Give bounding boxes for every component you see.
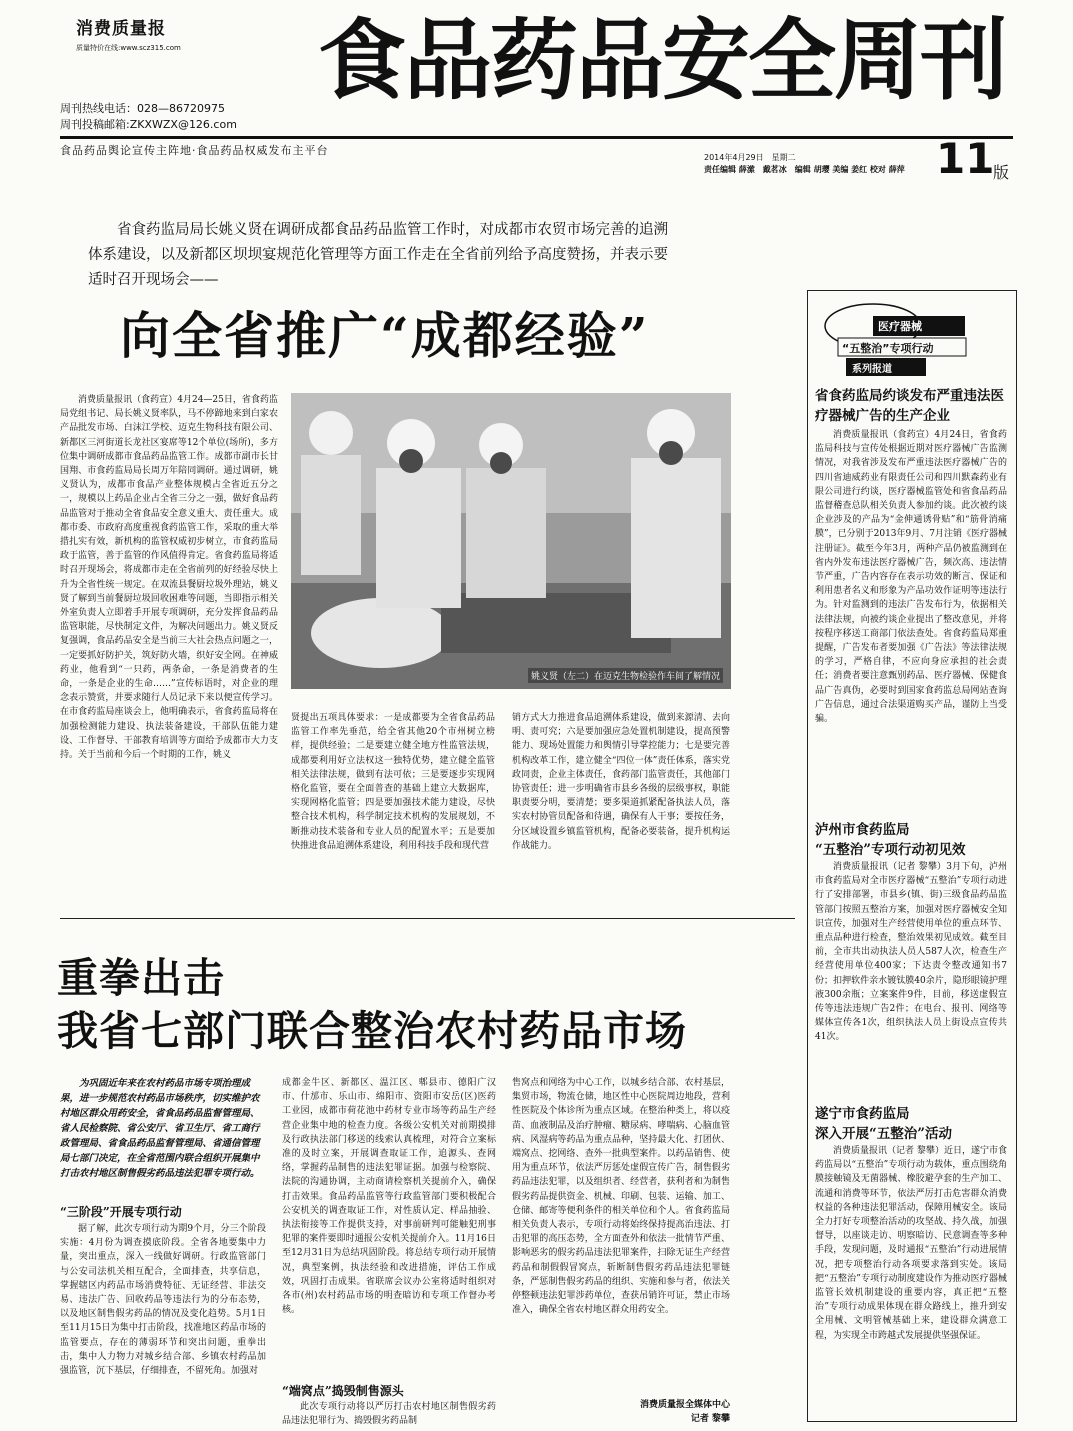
photo-caption: 姚义贤（左二）在迈克生物检验作车间了解情况 [528, 668, 723, 683]
second-subhead-2: “端窝点”捣毁制售源头 [282, 1384, 404, 1398]
photo-image [291, 393, 731, 689]
masthead-rule [60, 136, 1013, 139]
hotline-block [60, 101, 237, 133]
lead-intro: 省食药监局局长姚义贤在调研成都食品药品监管工作时，对成都市农贸市场完善的追溯体系建设，以及新都区坝坝宴规范化管理等方面工作走在全省前列给予高度赞扬，并表示要适时召开现场会—— [88, 222, 668, 288]
article-source [512, 1398, 730, 1426]
newspaper-logo: 消费质量报 [76, 19, 166, 39]
second-column-1: 据了解，此次专项行动为期9个月，分三个阶段实施：4月份为调查摸底阶段。全省各地要集中力量，突出重点，深入一线做好调研。行政监管部门与公安司法机关相互配合，全面排查，共享信息，掌握辖区内药品市场消费特征、无证经营、非法交易、违法广告、回收药品等违法行为的分布态势，以及地区制售假劣药品的情况及变化趋势。5月1日至11月15日为集中打击阶段，找准地区药品市场的监管要点，存在的薄弱环节和突出问题，重拳出击，集中人力物力对城乡结合部、乡镇农村药品加强监管，沉下基层，仔细排查，不留死角。加强对 [60, 1224, 266, 1377]
section-title: 食品药品安全周刊 [318, 8, 1007, 112]
sidebar-article-2-headline [815, 820, 1007, 860]
hotline-phone: 周刊热线电话：028—86720975 [60, 102, 225, 115]
sidebar-article-1-body: 消费质量报讯（食药宣）4月24日，省食药监局科技与宣传处根据近期对医疗器械广告监测情况，对我省涉及发布严重违法医疗器械广告的四川省迪威药业有限责任公司和四川默森药业有限公司进行约谈，医疗器械监管处和省食品药品监督稽查总队相关负责人参加约谈。此次被约谈企业涉及的产品为“金伸通诱骨贴”和“筋骨消痛膜”，已分别于2013年9月、7月注销《医疗器械注册证》。截至今年3月，两种产品仍被监测到在省内外发布违法医疗器械广告，频次高、违法情节严重，广告内容存在表示功效的断言、保证和利用患者名义和形象为产品功效作证明等违法行为。针对监测到的违法广告发布行为，依据相关法律法规，向被约谈企业提出了整改意见，并将按程序移送工商部门依法查处。省食药监局郑重提醒，广告发布者要加强《广告法》等法律法规的学习，严格自律，不应向身应承担的社会责任；消费者要注意甄别药品、医疗器械、保健食品广告真伪，必要时到国家食药监总局网站查询广告信息，通过合法渠道购买产品，谨防上当受骗。 [815, 430, 1007, 725]
series-badge-graphic [818, 298, 968, 380]
second-intro: 为巩固近年来在农村药品市场专项治理成果，进一步规范农村药品市场秩序，切实维护农村地区群众用药安全，省食品药品监督管理局、省人民检察院、省公安厅、省卫生厅、省工商行政管理局、省食品药品监督管理局、省通信管理局七部门决定，在全省范围内联合组织开展集中打击农村地区制售假劣药品违法犯罪专项行动。 [60, 1078, 260, 1179]
sidebar-article-2-body: 消费质量报讯（记者 黎攀）3月下旬，泸州市食药监局对全市医疗器械“五整治”专项行动进行了安排部署，市县乡(镇、街)三级食品药品监管部门按照五整治方案，加强对医疗器械安全知识宣传，加强对生产经营使用单位的重点环节、重点品种进行检查，整治效果初见成效。截至目前，全市共出动执法人员人587人次，检查生产经营使用单位400家；下达责令整改通知书7份；扣押软件亲水镀钛膜40余片，隐形眼镜护理液300余瓶；立案案件9件，目前，移送虚假宣传等违法违规广告2件；在电台、报刊、网络等媒体宣传各1次，组织执法人员上街设点宣传共41次。 [815, 862, 1007, 1043]
second-column-3: 售窝点和网络为中心工作，以城乡结合部、农村基层，集贸市场，物流仓储，地区性中心医院周边地段，营利性医院及个体诊所为重点区域。在整治种类上，将以疫苗、血液制品及治疗肿瘤、糖尿病、哮喘病、心脑血管病、风湿病等药品为重点品种，坚持最大化、打团伙、端窝点、挖网络、查外一批典型案件。以药品销售、使用为重点环节，依法严厉惩处虚假宣传广告，制售假劣药品违法犯罪，以及组织者、经营者，获利者和为制售假劣药品提供资金、机械、印刷、包装、运输、加工、仓储、邮寄等便利条件的相关单位和个人。省食药监局相关负责人表示，专项行动将始终保持提高治违法、打击犯罪的高压态势，全方面查外和依法一批情节严重、影响恶劣的假劣药品违法犯罪案件，扫除无证生产经营药品和制假假冒窝点，斩断制售假劣药品违法犯罪链条，严惩制售假劣药品的组织、实施和参与者，依法关停整顿违法犯罪涉药单位，查获吊销许可证，禁止市场准入，确保全省农村地区群众用药安全。 [512, 1078, 730, 1316]
lead-column-3: 销方式大力推进食品追溯体系建设，做到来源清、去向明、责可究；六是要加强应急处置机制建设，提高预警能力、现场处置能力和舆情引导掌控能力；七是要完善机构改革工作，建立健全“四位一体”责任体系，落实党政同责，企业主体责任，食药部门监管责任，其他部门协管责任；进一步明确省市县乡各级的层级事权，职能职责要分明，要清楚；要多渠道抓紧配备执法人员，落实农村协管员配备和待遇，确保有人干事；要按任务，分区域设置乡镇监管机构，配备必要装备，提升机构运作战能力。 [512, 713, 730, 851]
second-column-2: 成都金牛区、新都区、温江区、郫县市、德阳广汉市、什邡市、乐山市、绵阳市、资阳市安岳(区)医药工业园，成都市荷花池中药材专业市场等药品生产经营企业集中地的检查力度。各级公安机关对前期摸排及行政执法部门移送的线索认真梳理，对符合立案标准的及时立案，开展调查取证工作，追源头、查网络，掌握药品制售的违法犯罪证据。加强与检察院、法院的沟通协调，主动商请检察机关提前介入，确保打击效果。食品药品监管等行政监管部门要积极配合公安机关的调查取证工作，对性质认定、样品抽验、执法衔接等工作提供支持，对事前研判可能触犯刑事犯罪的案件要即时通报公安机关提前介入。11月16日至12月31日为总结巩固阶段。将总结专项行动开展情况，典型案例，执法经验和改进措施，评估工作成效，巩固打击成果。省联席会议办公室将适时组织对各市(州)农村药品市场的明查暗访和专项工作督办考核。 [282, 1078, 496, 1316]
masthead-tagline: 食品药品舆论宣传主阵地·食品药品权威发布主平台 [60, 144, 329, 157]
second-headline-line1: 重拳出击 [57, 954, 225, 1002]
editor-credits: 责任编辑 薛潆 戴茗冰 编辑 胡璎 美编 姜红 校对 薛萍 [704, 165, 905, 174]
badge-line-1: 医疗器械 [878, 320, 922, 333]
badge-line-3: 系列报道 [852, 364, 892, 375]
lead-headline: 向全省推广“成都经验” [120, 306, 650, 365]
article-source-name: 消费质量报全媒体中心 [639, 1400, 730, 1410]
badge-line-2: “五整治”专项行动 [842, 342, 934, 355]
lead-photo [291, 393, 731, 689]
dateline-block [704, 152, 905, 176]
second-column-2-tail: 此次专项行动将以严厉打击农村地区制售假劣药品违法犯罪行为、捣毁假劣药品制 [282, 1402, 496, 1427]
article-reporter: 记者 黎攀 [690, 1414, 730, 1424]
sidebar-article-3-headline [815, 1104, 1007, 1144]
sidebar-article-2-headline-line1: 泸州市食药监局 [815, 822, 910, 838]
hotline-email: 周刊投稿邮箱:ZKXWZX@126.com [60, 118, 237, 131]
second-headline-line2: 我省七部门联合整治农村药品市场 [57, 1007, 687, 1055]
sidebar-article-3-body: 消费质量报讯（记者 黎攀）近日，遂宁市食药监局以“五整治”专项行动为载体，重点围绕角膜接触镜及无菌器械、橡胶避孕套的生产加工、流通和消费等环节，依法严厉打击危害群众消费权益的各种违法犯罪活动，保障用械安全。该局全力打好专项整治活动的攻坚战、持久战，加强督导，以座谈走访、明察暗访、民意调查等多种手段，发现问题，及时通报“五整治”行动进展情况，把专项整治行动各项要求落到实处。该局把“五整治”专项行动制度建设作为推动医疗器械监管长效机制建设的重要内容，真正把“五整治”专项行动成果体现在群众路线上，推升到安全用械、文明管械基础上来，建设群众满意工程，为实现全市跨越式发展提供坚强保证。 [815, 1146, 1007, 1341]
newspaper-logo-subtitle: 质量特价在线:www.scz315.com [76, 44, 181, 52]
page-number: 11 [936, 134, 995, 183]
sidebar-article-3-headline-line2: 深入开展“五整治”活动 [815, 1126, 953, 1142]
series-badge [818, 298, 968, 380]
second-headline [57, 952, 687, 1058]
sidebar-article-3-headline-line1: 遂宁市食药监局 [815, 1106, 910, 1122]
lead-column-1: 消费质量报讯（食药宣）4月24—25日，省食药监局党组书记、局长姚义贤率队，马不停蹄地来到白家农产品批发市场、白沫江学校、迈克生物科技有限公司、新都区三河街道长龙社区宴席等12个单位(场所)，多方位集中调研成都市食品药品监管工作。成都市副市长甘国翔、市食药监局局长周万年陪同调研。通过调研，姚义贤认为，成都市食品产业整体规模占全省近五分之一，规模以上药品企业占全省三分之一强，做好食品药品监管对于推动全省食品安全意义重大、责任重大。成都市委、市政府高度重视食药监管工作，采取的重大举措扎实有效，新机构的监管权威初步树立，市食药监局政于监管，善于监管的作风值得肯定。省食药监局将适时召开现场会，将成都市走在全省前列的好经验尽快上升为全省性统一规定。在双流县餐厨垃圾外理站，姚义贤了解到当前餐厨垃圾回收困难等问题，当即指示相关外室负责人立即着手开展专项调研，充分发挥食品药品监管职能，尽快制定文件，为解决问题出力。姚义贤反复强调，食品药品安全是当前三大社会热点问题之一，一定要抓好防护关，筑好防火墙，织好安全网。在神威药业，他看到“一只药，两条命，一条是消费者的生命，一条是企业的生命……”宣传标语时，对企业的理念表示赞赏，并要求随行人员记录下来以便宣传学习。在市食药监局座谈会上，他明确表示，省食药监局将在加强检测能力建设、执法装备建设，干部队伍能力建设、工作督导、干部教育培训等方面给予成都市大力支持。关于当前和今后一个时期的工作，姚义 [60, 395, 278, 761]
sidebar-article-2-headline-line2: “五整治”专项行动初见效 [815, 842, 966, 858]
page-number-unit: 版 [993, 163, 1010, 182]
second-subhead-1: “三阶段”开展专项行动 [60, 1205, 182, 1219]
section-divider [60, 918, 795, 919]
sidebar-article-1-headline: 省食药监局约谈发布严重违法医疗器械广告的生产企业 [815, 388, 1004, 424]
issue-date: 2014年4月29日 星期二 [704, 153, 796, 162]
lead-column-2: 贤提出五项具体要求：一是成都要为全省食品药品监管工作率先垂范，给全省其他20个市州树立榜样，提供经验；二是要建立健全地方性监管法规，成都要利用好立法权这一独特优势，建立健全监管相关法律法规，做到有法可依；三是要逐步实现网格化监管，要在全面普查的基础上建立大数据库，实现网格化监管；四是要加强技术能力建设，尽快整合技术机构，科学制定技术机构的发展规划，不断推动技术装备和专业人员的配置水平；五是要加快推进食品追溯体系建设，利用科技手段和现代营 [291, 713, 495, 851]
